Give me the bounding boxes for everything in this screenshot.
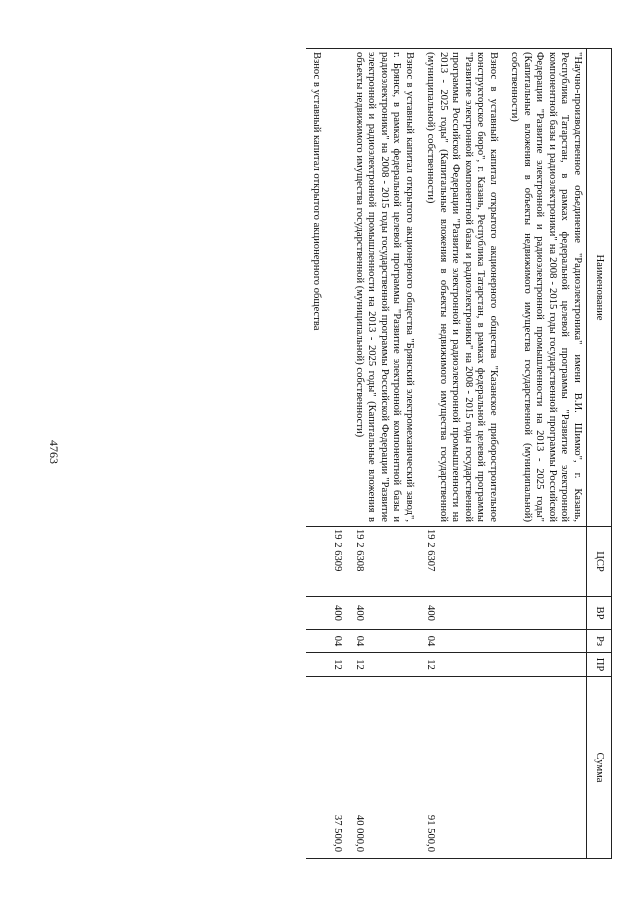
row-vr xyxy=(306,597,325,630)
table-row xyxy=(347,49,419,859)
row-csr: 19 2 6308 xyxy=(347,527,419,597)
row-pr: 12 xyxy=(347,653,419,677)
row-sum xyxy=(502,677,587,859)
table-row xyxy=(502,49,587,859)
header-vr: ВР xyxy=(587,597,612,630)
header-rz: Рз xyxy=(587,630,612,653)
row-name: Взнос в уставный капитал открытого акционерного общества "Брянский электромеханический завод", г. Брянск, в рамках федеральной целевой программы "Развитие электронной компонентной базы и радиоэлектроники" на 2008 - 2015 годы государственной программы Российской Федерации "Развитие электронной и радиоэлектронной промышленности на 2013 - 2025 годы" (Капитальные вложения в объекты недвижимого имущества государственной (муниципальной) собственности) xyxy=(347,49,419,527)
row-rz xyxy=(306,630,325,653)
header-csr: ЦСР xyxy=(587,527,612,597)
row-vr: 400 xyxy=(347,597,419,630)
row-name: "Научно-производственное объединение "Радиоэлектроника" имени В.И. Шимко", г. Казань, Республика Татарстан, в рамках федеральной целевой программы "Развитие электронной компонентной базы и радиоэлектроники" на 2008 - 2015 годы государственной программы Российской Федерации "Развитие электронной и радиоэлектронной промышленности на 2013 - 2025 годы" (Капитальные вложения в объекты недвижимого имущества государственной (муниципальной) собственности) xyxy=(502,49,587,527)
rotated-page xyxy=(80,0,620,905)
table-row xyxy=(306,49,325,859)
header-pr: ПР xyxy=(587,653,612,677)
row-rz: 04 xyxy=(418,630,502,653)
row-pr: 12 xyxy=(418,653,502,677)
row-rz: 04 xyxy=(347,630,419,653)
row-csr: 19 2 6309 xyxy=(325,527,347,597)
header-sum: Сумма xyxy=(587,677,612,859)
row-name xyxy=(325,49,347,527)
table-row xyxy=(325,49,347,859)
table-row xyxy=(418,49,502,859)
row-vr: 400 xyxy=(418,597,502,630)
row-sum: 37 500,0 xyxy=(325,677,347,859)
row-pr xyxy=(502,653,587,677)
row-pr xyxy=(306,653,325,677)
row-sum: 91 500,0 xyxy=(418,677,502,859)
row-name: Взнос в уставный капитал открытого акционерного общества "Казанское приборостроительное конструкторское бюро", г. Казань, Республика Татарстан, в рамках федеральной целевой программы "Развитие электронной компонентной базы и радиоэлектроники" на 2008 - 2015 годы государственной программы Российской Федерации "Развитие электронной и радиоэлектронной промышленности на 2013 - 2025 годы" (Капитальные вложения в объекты недвижимого имущества государственной (муниципальной) собственности) xyxy=(418,49,502,527)
table-header xyxy=(587,49,612,859)
header-row xyxy=(587,49,612,859)
header-name: Наименование xyxy=(587,49,612,527)
row-sum xyxy=(306,677,325,859)
row-rz xyxy=(502,630,587,653)
row-sum: 40 000,0 xyxy=(347,677,419,859)
row-vr: 400 xyxy=(325,597,347,630)
table-body xyxy=(306,49,587,859)
row-csr xyxy=(306,527,325,597)
row-pr: 12 xyxy=(325,653,347,677)
row-csr: 19 2 6307 xyxy=(418,527,502,597)
row-csr xyxy=(502,527,587,597)
page-number: 4763 xyxy=(47,440,61,464)
row-vr xyxy=(502,597,587,630)
budget-table xyxy=(306,48,612,859)
row-rz: 04 xyxy=(325,630,347,653)
row-name: Взнос в уставный капитал открытого акционерного общества xyxy=(306,49,325,527)
